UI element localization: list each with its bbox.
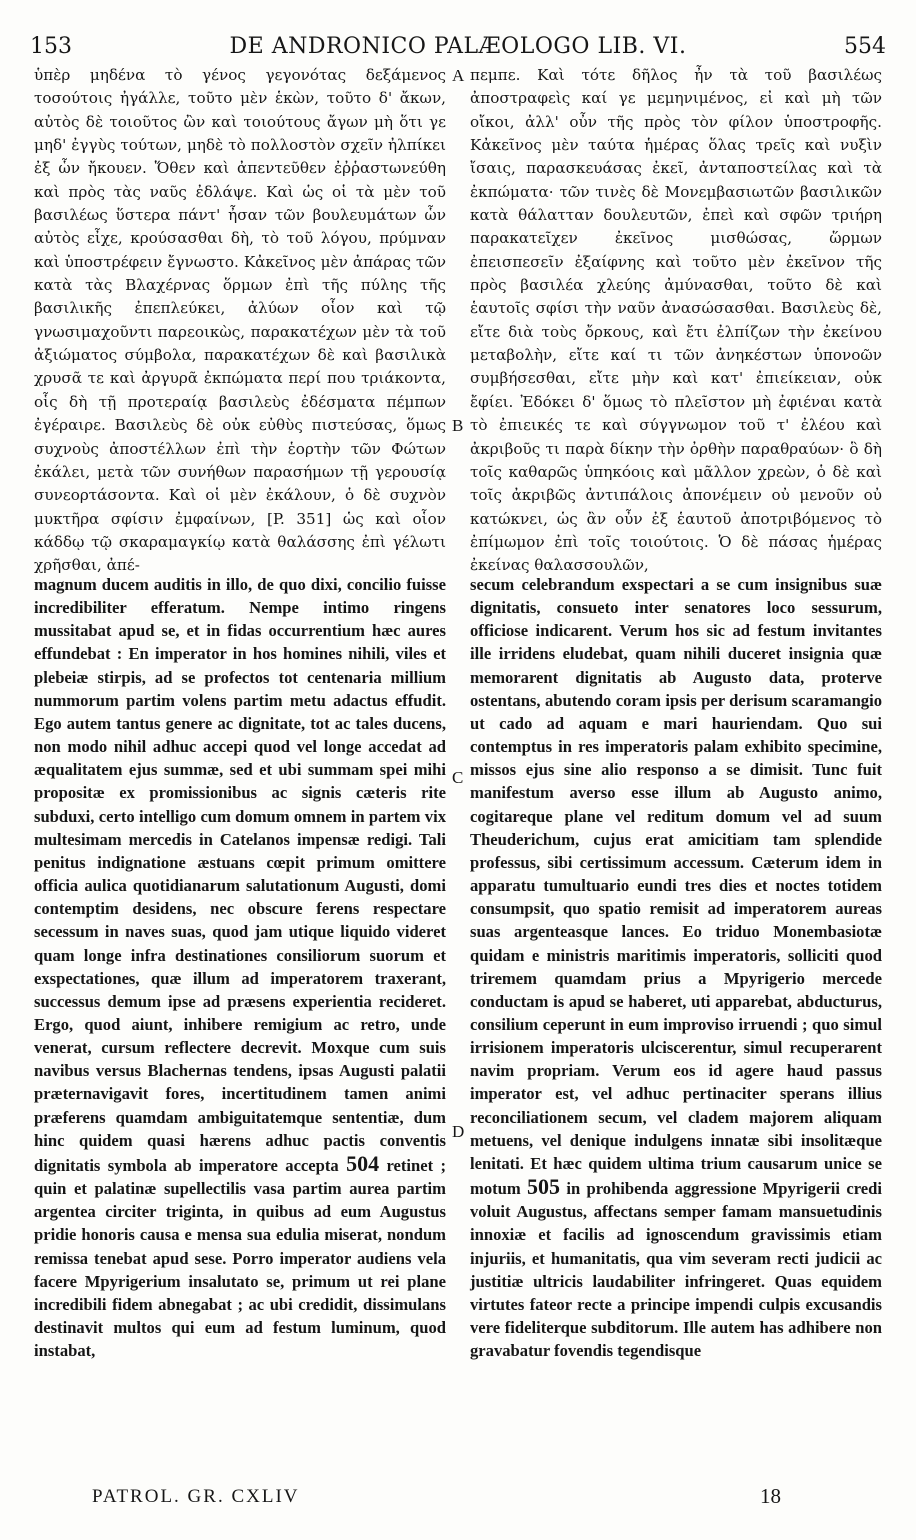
latin-left-part-2: retinet ; quin et palatinæ supellectilis vasa partim aurea partim argentea circiter triginta, in quibus ad eum Augustus pridie honoris causa e mensa sua edulia miserat, nondum remissa tenebat apud sese. Porro imperator audiens vela facere Mpyrigerium insalutato se, primum ut rei plane incredibili fidem abnegabat ; ac ubi credidit, dissimulans destinavit multos qui eum ad festum luminum, quod instabat,	[34, 1155, 446, 1361]
running-header	[30, 34, 886, 64]
latin-right-part-1: secum celebrandum exspectari a se cum insignibus suæ dignitatis, consueto inter senatores loco sessurum, officiose indicarent. Verum hos sic ad festum invitantes ille irridens eludebat, quam nihili duceret insignia quæ memorarent dignitatis ab Augusto data, proterve ostentans, abutendo coram ipsis per derisum scaramangio ut cado ad aquam e mari hauriendam. Quo sui contemptus in res imperatoris palam exhibito specimine, missos ejus sine alio responso a se dimisit. Tunc fuit manifestum averso esse illum ab Augusto animo, cogitareque plane vel reditum domum vel ad suum Theuderichum, cujus erat amicitiam tam splendide professus, sibi certissimum accessum. Cæterum idem in apparatu tumultuario eundi tres dies et noctes totidem consumpsit, quo spatio remisit ad imperatorem aureas suas argenteasque lances. Eo triduo Monembasiotæ quidam e ministris maritimis imperatoris, solliciti quod triremem quamdam prius a Mpyrigerio mercede conductam is apud se haberet, uti apparebat, abducturus, consilium ceperunt in eum improviso irruendi ; quo simul irrisionem imperatoris ulciscerentur, simul recuperarent navim propriam. Verum eos id agere haud passus imperator est, vel adhuc pertinaciter sperans illius reconciliationem secum, vel cladem majorem aliquam metuens, vel denique indulgens innatæ sibi insolitæque lenitati. Et hæc quidem ultima trium causarum unice se motum	[470, 575, 882, 1199]
latin-right-part-2: in prohibenda aggressione Mpyrigerii credi voluit Augustus, affectans semper famam mansuetudinis innoxiæ et facilis ad ignoscendum gravissimis etiam injuriis, et humanitatis, qua vim severam recti judicii ac justitiæ ultricis laudabiliter infringeret. Quas equidem virtutes fateor recte a principe impendi culpis excusandis vere fideliterque subditorum. Ille autem has adhibere non gravabatur fovendis tegendisque	[470, 1179, 882, 1361]
page-number-right: 554	[844, 34, 886, 59]
latin-column-right	[470, 573, 882, 1362]
greek-column-right: πεμπε. Καὶ τότε δῆλος ἦν τὰ τοῦ βασιλέως ἀποστραφεὶς καί γε μεμηνιμένος, εἰ καὶ μὴ τῶν οἴκοι, ἀλλ' οὖν τῆς πρὸς τὸν φίλον ὑποστροφῆς. Κἀκεῖνος μὲν ταύτα ἡμέρας ὅλας τρεῖς καὶ νυξὶν ἴσαις, παρασκευάσας ἐκεῖ, ἀνταποστείλας καὶ τὰ ἐκπώματα· τῶν τινὲς δὲ Μονεμβασιωτῶν βασιλικῶν κατὰ θάλατταν δουλευτῶν, ἐπεὶ καὶ σφῶν τριήρη παρακατεῖχεν ἐκεῖνος μισθώσας, ὥρμων ἐπεισπεσεῖν ἐξαίφνης καὶ τοῦτο μὲν ἐκεῖνον τῆς πρὸς βασιλέα χλεύης ἀμύνασθαι, τοῦτο δὲ καὶ ἑαυτοῖς σφίσι τὴν ναῦν ἀνασώσασθαι. Βασιλεὺς δὲ, εἴτε διὰ τοὺς ὄρκους, καὶ ἔτι ἐλπίζων τὴν ἐκείνου μεταβολὴν, εἴτε καί τι τῶν ἀνηκέστων ὑπονοῶν συμβήσεσθαι, εἴτε μὴν καὶ κατ' ἐπιείκειαν, οὐκ ἔφίει. Ἐδόκει δ' ὅμως τὸ πλεῖστον μὴ ἐφιέναι κατὰ τὸ ἐπιεικές τε καὶ σύγγνωμον τοῦ τ' ἐλέου καὶ ἀκριβοῦς τι παρὰ δίκην τὴν ὀρθὴν παραθραύων· ὃ δὴ τοῖς καθαρῶς ὑπηκόοις καὶ μᾶλλον χρεὼν, ὁ δὲ καὶ τοῖς ἀκριβῶς ἀντιπάλοις ἀπονέμειν οὐ μενοῦν οὐ κατώκνει, ὡς ἂν οὖν ἐξ ἑαυτοῦ ἀποτριβόμενος τὸ ἐπίμωμον ἐπὶ τοῖς τοιούτοις. Ὁ δὲ πάσας ἡμέρας ἐκείνας θαλασσουλῶν,	[470, 66, 882, 575]
latin-left-part-1: magnum ducem auditis in illo, de quo dixi, concilio fuisse incredibiliter efferatum. Nempe intimo ringens mussitabat apud se, et in fidas occurrentium hæc aures effundebat : En imperator in hos homines nihili, viles et plebeiæ stirpis, ad se profectos tot centenaria millium nummorum partim volens partim metu adactus effudit. Ego autem tantus genere ac dignitate, tot ac tales ducens, non modo nihil adhuc accepi quod vel longe accedat ad æqualitatem ejus summæ, sed et ubi summam spei mihi propositæ ex promissionibus ac signis cæteris rite subduxi, certo intelligo cum domum omnem in partem vix multesimam mercedis in Catelanos impensæ redigi. Tali penitus indignatione æstuans cœpit primum omittere officia aulica quotidianarum salutationum Augusti, domi contemptim desidens, nec obscure ferens respectare secessum in naves suas, quod jam utique liquido videret quam longe infra destinationes consiliorum suorum et exspectationes, quæ illum ad imperatorem traxerant, successus demum ipse ad præsens experientia recideret. Ergo, quod aiunt, inhibere remigium ac retro, unde venerat, cursum reflectere decrevit. Moxque cum suis navibus versus Blachernas tendens, ipsas Augusti palatii præternavigavit fores, incertitudinem tamen animi præferens quamdam ambiguitatemque sententiæ, dum hinc quidem quasi hærens adhuc pactis conventis dignitatis symbola ab imperatore accepta	[34, 575, 446, 1175]
pagination-marker-504: 504	[346, 1150, 380, 1176]
latin-column-left	[34, 573, 446, 1362]
pagination-marker-505: 505	[527, 1174, 561, 1200]
footer-sheet-number: 18	[760, 1484, 781, 1508]
margin-letter-b: B	[452, 416, 464, 435]
page-number-left: 153	[30, 34, 72, 59]
margin-letter-a: A	[452, 66, 465, 85]
running-title: DE ANDRONICO PALÆOLOGO LIB. VI.	[229, 34, 687, 59]
margin-letter-d: D	[452, 1122, 465, 1141]
greek-column-left: ὑπὲρ μηδένα τὸ γένος γεγονότας δεξάμενος τοσούτοις ἠγάλλε, τοῦτο μὲν ἑκὼν, τοῦτο δ' ἄκων, αὐτὸς δὲ τοιοῦτος ὢν καὶ τοιούτους ἄγων μὴ ὅτι γε μηδ' ἐγγὺς τούτων, μηδὲ τὸ πολλοστὸν σχεῖν ἠλπίκει ἐξ ὧν ἤκουεν. Ὅθεν καὶ ἀπεντεῦθεν ἐῤῥαστωνεύθη καὶ πρὸς τὰς ναῦς ἐδλάψε. Καὶ ὡς οἱ τὰ μὲν τοῦ βασιλέως ὕστερα πάντ' ἦσαν τῶν βουλευμάτων ὧν αὐτὸς εἶχε, κρούσασθαι δὴ, τὸ τοῦ λόγου, πρύμναν καὶ ὑποστρέφειν ἔγνωστο. Κἀκεῖνος μὲν ἀπάρας τῶν κατὰ τὰς Βλαχέρνας ὅρμων ἐπὶ τῆς πύλης τῆς βασιλικῆς ἐπεπλεύκει, ἀλύων οἷον καὶ τῷ γνωσιμαχοῦντι παρεοικὼς, παρακατέχων μὲν τὰ τοῦ ἀξιώματος σύμβολα, παρακατέχων δὲ καὶ βασιλικὰ χρυσᾶ τε καὶ ἀργυρᾶ ἐκπώματα περί που τριάκοντα, οἷς δὴ τῇ προτεραίᾳ βασιλεὺς ἐδέσματα πέμπων ἐγέραιρε. Βασιλεὺς δὲ οὐκ εὐθὺς πιστεύσας, ὅμως συχνοὺς ἀποστέλλων ἐπὶ τὴν ἑορτὴν τῶν Φώτων ἐκάλει, μετὰ τῶν συνήθων παρασήμων τῇ γερουσίᾳ συνεορτάσοντα. Καὶ οἱ μὲν ἐκάλουν, ὁ δὲ συχνὸν μυκτῆρα σφίσιν ἐμφαίνων, [P. 351] ὡς καὶ οἷον κάδδῳ τῷ σκαραμαγκίῳ κατὰ θαλάσσης ἐπὶ γέλωτι χρῆσθαι, ἀπέ-	[34, 66, 446, 575]
footer-signature: PATROL. GR. CXLIV	[92, 1486, 300, 1507]
margin-letter-c: C	[452, 768, 464, 787]
